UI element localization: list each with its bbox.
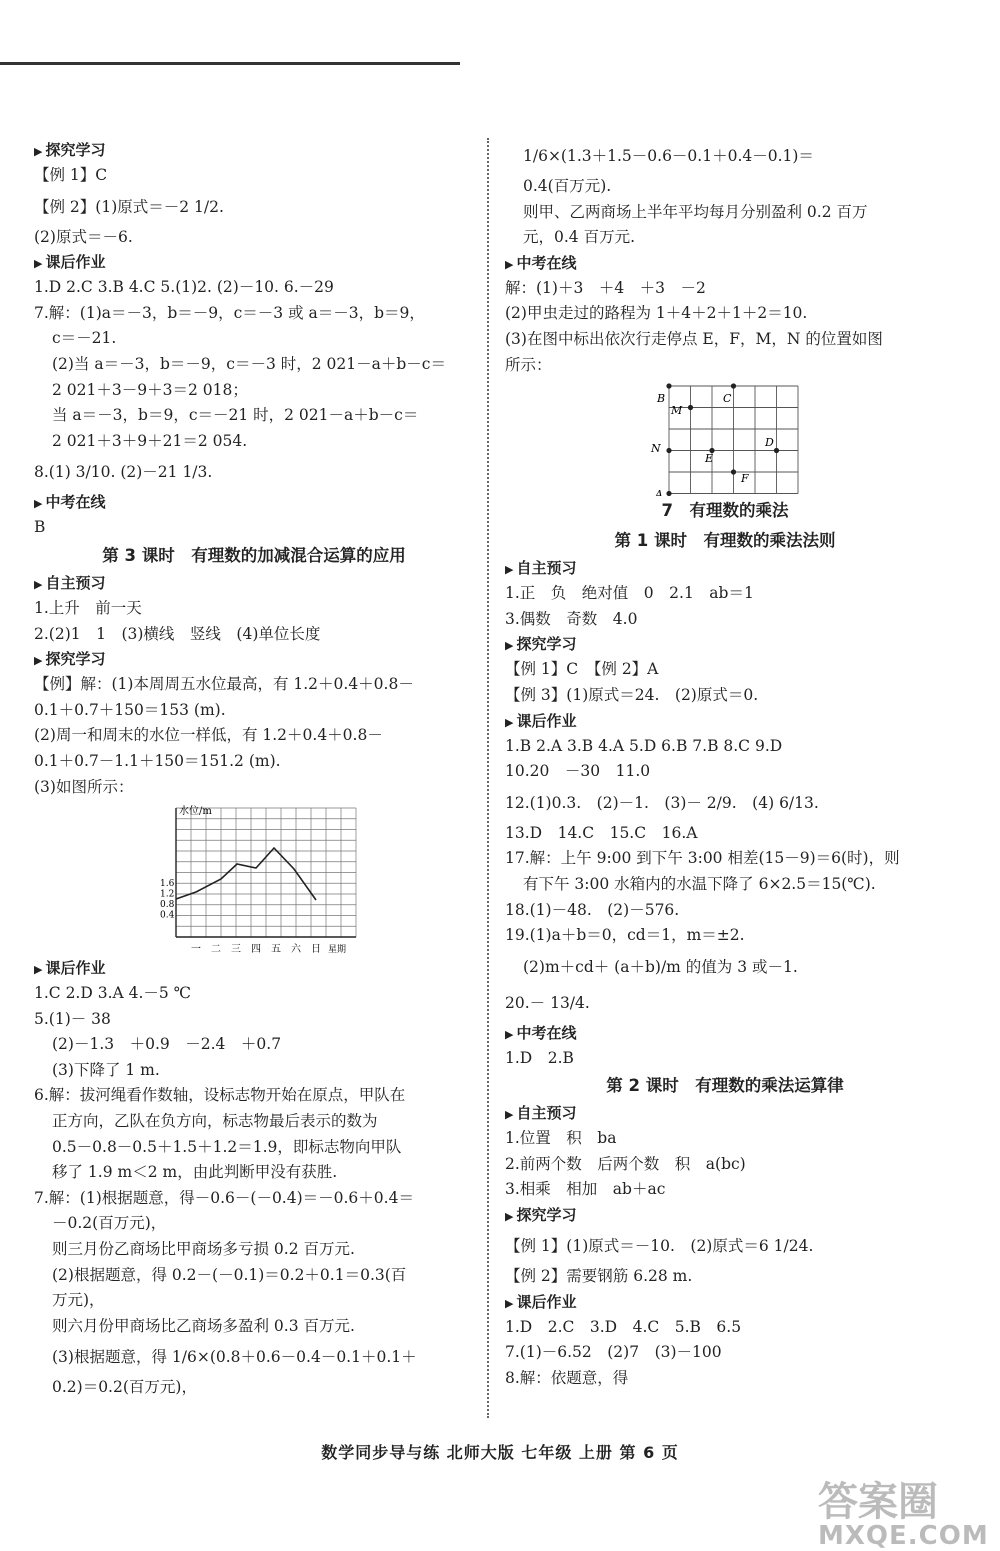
answer-line: 8.(1) 3/10. (2)－21 1/3.	[34, 463, 213, 482]
x-tick-label: 日	[311, 944, 321, 956]
answer-line: 【例 1】(1)原式＝－10. (2)原式＝6 1/24.	[505, 1237, 814, 1256]
answer-line: 2.前两个数 后两个数 积 a(bc)	[505, 1154, 746, 1173]
answer-line: 万元)，	[52, 1291, 105, 1310]
answer-line: 则甲、乙两商场上半年平均每月分别盈利 0.2 百万	[523, 202, 868, 221]
answer-line: 0.2)＝0.2(百万元)，	[52, 1378, 197, 1397]
answer-line: 7.解：(1)根据题意，得－0.6－(－0.4)＝－0.6＋0.4＝	[34, 1188, 414, 1207]
answer-line: B	[34, 518, 46, 537]
answer-line: 20.－ 13/4.	[505, 993, 590, 1012]
answer-line: 10.20 －30 11.0	[505, 762, 651, 781]
lesson-title: 第 2 课时 有理数的乘法运算律	[606, 1076, 844, 1096]
top-rule	[0, 62, 460, 65]
answer-line: 0.5－0.8－0.5＋1.5＋1.2＝1.9，即标志物向甲队	[52, 1137, 402, 1156]
grid-point	[666, 448, 671, 453]
water-level-chart	[34, 800, 474, 956]
section-header: ▶ 课后作业	[34, 250, 474, 275]
answer-line: 解：(1)＋3 ＋4 ＋3 －2	[505, 278, 706, 297]
x-tick-label: 四	[251, 944, 261, 956]
section-header: ▶ 自主预习	[34, 571, 474, 596]
answer-line: 元，0.4 百万元.	[523, 228, 636, 247]
answer-line: 5.(1)－ 38	[34, 1009, 111, 1028]
section-header: ▶ 中考在线	[505, 251, 945, 276]
answer-line: 有下午 3:00 水箱内的水温下降了 6×2.5＝15(℃).	[523, 874, 876, 893]
answer-line: (2)当 a＝－3，b＝－9，c＝－3 时，2 021－a＋b－c＝	[52, 354, 446, 373]
x-tick-label: 六	[291, 944, 301, 956]
answer-line: 3.偶数 奇数 4.0	[505, 609, 638, 628]
answer-line: 7.解：(1)a＝－3，b＝－9，c＝－3 或 a＝－3，b＝9，	[34, 303, 425, 322]
chart-ylabel: 水位/m	[179, 806, 212, 818]
grid-point-label: N	[651, 442, 661, 456]
answer-line: 【例 1】C 【例 2】A	[505, 660, 659, 679]
watermark-line2: MXQE.COM	[818, 1521, 989, 1551]
grid-figure	[505, 378, 945, 496]
grid-point-label: E	[705, 452, 714, 466]
answer-line: (3)在图中标出依次行走停点 E，F，M，N 的位置如图	[505, 329, 883, 348]
answer-line: 0.4(百万元).	[523, 177, 612, 195]
section-header: ▶ 自主预习	[505, 556, 945, 581]
y-tick-label: 0.4	[160, 910, 175, 921]
answer-line: (2)－1.3 ＋0.9 －2.4 ＋0.7	[52, 1035, 282, 1054]
answer-line: 【例 2】(1)原式＝－2 1/2.	[34, 197, 224, 216]
section-header: ▶ 探究学习	[505, 632, 945, 657]
grid-point-label: D	[765, 436, 774, 450]
answer-line: (2)m＋cd＋ (a＋b)/m 的值为 3 或－1.	[523, 957, 798, 976]
grid-figure-svg	[505, 378, 945, 496]
page-footer: 数学同步导与练 北师大版 七年级 上册 第 6 页	[321, 1443, 679, 1462]
answer-line: (3)下降了 1 m.	[52, 1060, 160, 1079]
answer-line: 2 021＋3－9＋3＝2 018；	[52, 380, 248, 399]
section-header: ▶ 探究学习	[34, 647, 474, 672]
grid-point-label: B	[657, 392, 666, 406]
answer-line: 1.D 2.C 3.D 4.C 5.B 6.5	[505, 1317, 742, 1336]
grid-point	[731, 470, 736, 475]
answer-line: 2 021＋3＋9＋21＝2 054.	[52, 431, 248, 450]
grid-point	[731, 384, 736, 389]
watermark-logo	[818, 1470, 989, 1551]
grid-point-label: F	[741, 472, 749, 486]
answer-line: 1.位置 积 ba	[505, 1129, 617, 1148]
x-tick-label: 二	[211, 944, 221, 956]
section-header: ▶ 探究学习	[505, 1203, 945, 1228]
answer-line: (2)甲虫走过的路程为 1＋4＋2＋1＋2＝10.	[505, 304, 808, 323]
answer-line: 17.解：上午 9:00 到下午 3:00 相差(15－9)＝6(时)，则	[505, 849, 900, 868]
answer-line: 【例 2】需要钢筋 6.28 m.	[505, 1267, 693, 1286]
section-header: ▶ 探究学习	[34, 138, 474, 163]
answer-line: 移了 1.9 m＜2 m，由此判断甲没有获胜.	[52, 1163, 338, 1182]
answer-line: 2.(2)1 1 (3)横线 竖线 (4)单位长度	[34, 624, 321, 643]
column-divider	[487, 138, 489, 1418]
section-header: ▶ 课后作业	[34, 956, 474, 981]
answer-line: 13.D 14.C 15.C 16.A	[505, 823, 698, 842]
section-header: ▶ 课后作业	[505, 1290, 945, 1315]
answer-line: 1.D 2.B	[505, 1048, 574, 1067]
chart-xlabel: 星期	[328, 945, 347, 956]
section-header: ▶ 中考在线	[34, 490, 474, 515]
y-tick-label: 0.8	[160, 900, 175, 911]
answer-line: c＝－21.	[52, 329, 117, 348]
grid-point	[774, 448, 779, 453]
answer-line: 正方向，乙队在负方向，标志物最后表示的数为	[52, 1112, 378, 1131]
y-tick-label: 1.6	[160, 879, 175, 890]
answer-line: 0.1＋0.7－1.1＋150＝151.2 (m).	[34, 751, 281, 770]
lesson-title: 第 3 课时 有理数的加减混合运算的应用	[102, 545, 406, 565]
answer-line: 1.C 2.D 3.A 4.－5 ℃	[34, 984, 192, 1003]
grid-point	[688, 405, 693, 410]
answer-line: (2)周一和周末的水位一样低，有 1.2＋0.4＋0.8－	[34, 726, 383, 745]
answer-line: 18.(1)－48. (2)－576.	[505, 900, 680, 919]
answer-line: 1.B 2.A 3.B 4.A 5.D 6.B 7.B 8.C 9.D	[505, 736, 783, 755]
answer-line: 则三月份乙商场比甲商场多亏损 0.2 百万元.	[52, 1240, 355, 1259]
right-column	[505, 138, 945, 1391]
answer-line: －0.2(百万元)，	[52, 1214, 167, 1233]
answer-line: 【例】解：(1)本周周五水位最高，有 1.2＋0.4＋0.8－	[34, 675, 414, 694]
answer-line: 1.正 负 绝对值 0 2.1 ab＝1	[505, 584, 754, 603]
section-header: ▶ 中考在线	[505, 1021, 945, 1046]
answer-line: 3.相乘 相加 ab＋ac	[505, 1180, 666, 1199]
answer-line: (2)根据题意，得 0.2－(－0.1)＝0.2＋0.1＝0.3(百	[52, 1265, 407, 1284]
answer-line: 1.D 2.C 3.B 4.C 5.(1)2. (2)－10. 6.－29	[34, 278, 334, 297]
grid-point-label: A	[655, 488, 663, 497]
x-tick-label: 五	[271, 944, 281, 956]
answer-line: 12.(1)0.3. (2)－1. (3)－ 2/9. (4) 6/13.	[505, 793, 819, 812]
lesson-title: 第 1 课时 有理数的乘法法则	[614, 531, 836, 551]
y-tick-label: 1.2	[160, 889, 175, 900]
x-tick-label: 三	[231, 944, 241, 956]
grid-point-label: C	[723, 392, 732, 406]
answer-line: 1.上升 前一天	[34, 598, 142, 617]
water-level-chart-svg	[34, 800, 474, 956]
answer-line: 【例 3】(1)原式＝24. (2)原式＝0.	[505, 685, 759, 704]
answer-line: 【例 1】C	[34, 166, 108, 184]
watermark-line1: 答案圈	[818, 1479, 938, 1525]
answer-line: (3)如图所示：	[34, 777, 134, 796]
section-header: ▶ 课后作业	[505, 709, 945, 734]
answer-line: 当 a＝－3，b＝9，c＝－21 时，2 021－a＋b－c＝	[52, 406, 419, 425]
left-column	[34, 138, 474, 1401]
grid-point	[666, 384, 671, 389]
section-header: ▶ 自主预习	[505, 1101, 945, 1126]
answer-line: 7.(1)－6.52 (2)7 (3)－100	[505, 1343, 722, 1362]
lesson-title: 7 有理数的乘法	[661, 501, 789, 521]
answer-line: 1/6×(1.3＋1.5－0.6－0.1＋0.4－0.1)＝	[523, 147, 814, 165]
answer-line: (3)根据题意，得 1/6×(0.8＋0.6－0.4－0.1＋0.1＋	[52, 1348, 417, 1367]
answer-line: 19.(1)a＋b＝0，cd＝1，m＝±2.	[505, 926, 745, 945]
answer-line: 0.1＋0.7＋150＝153 (m).	[34, 700, 226, 719]
x-tick-label: 一	[191, 944, 201, 956]
answer-line: 6.解：拔河绳看作数轴，设标志物开始在原点，甲队在	[34, 1086, 406, 1105]
answer-line: (2)原式＝－6.	[34, 227, 133, 246]
grid-point-label: M	[671, 404, 683, 418]
answer-line: 8.解：依题意，得	[505, 1368, 629, 1387]
answer-line: 所示：	[505, 355, 552, 374]
grid-point	[666, 491, 671, 496]
answer-line: 则六月份甲商场比乙商场多盈利 0.3 百万元.	[52, 1316, 355, 1335]
